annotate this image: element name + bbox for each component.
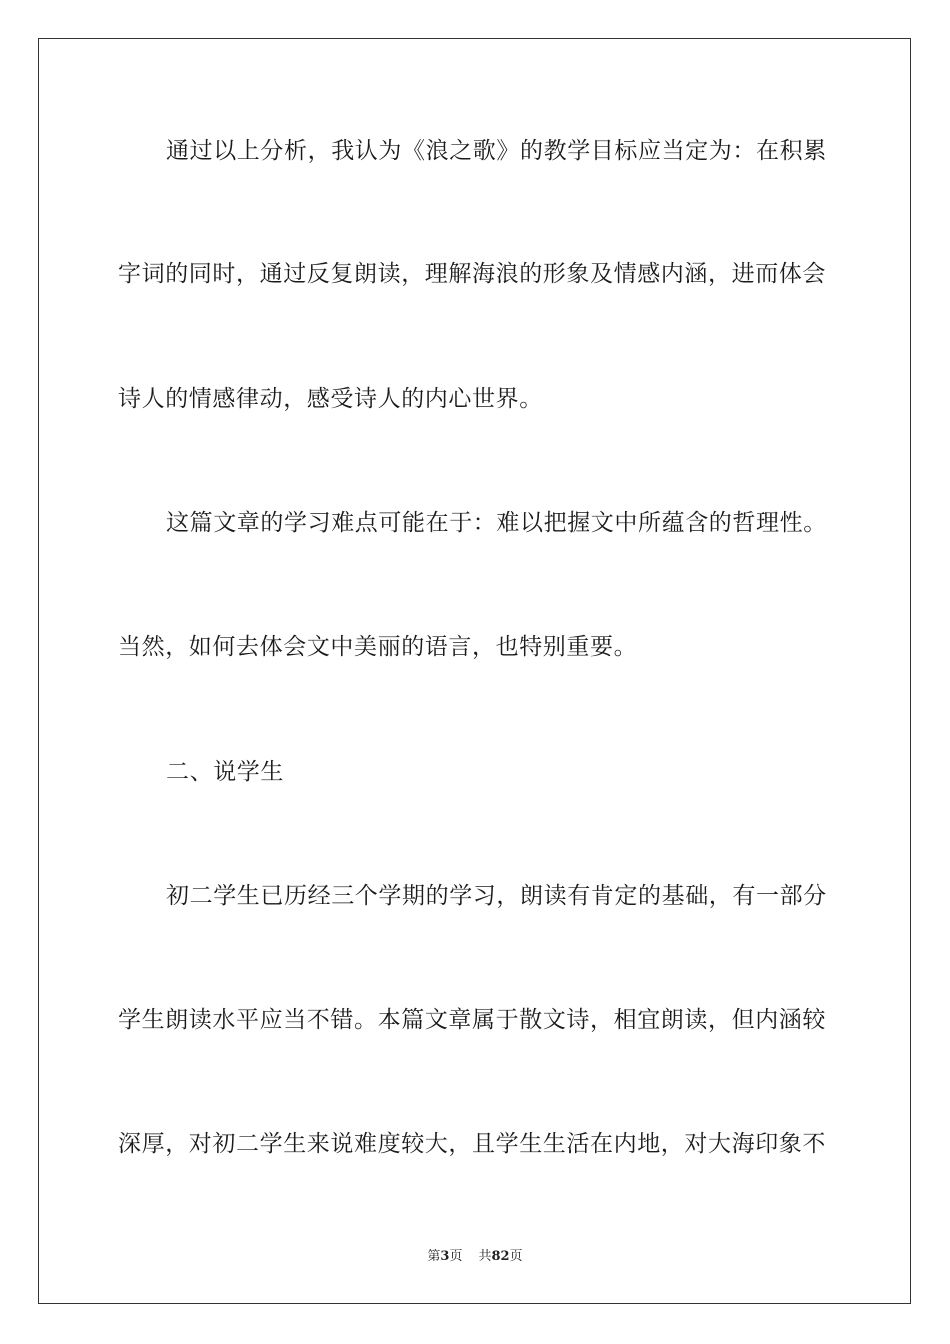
paragraph-3-line-1: 初二学生已历经三个学期的学习，朗读有肯定的基础，有一部分: [166, 883, 827, 909]
total-prefix: 共: [478, 1249, 492, 1264]
paragraph-1-line-2: 字词的同时，通过反复朗读，理解海浪的形象及情感内涵，进而体会: [118, 261, 826, 287]
paragraph-2-line-2: 当然，如何去体会文中美丽的语言，也特别重要。: [118, 634, 638, 660]
paragraph-3-line-3: 深厚，对初二学生来说难度较大，且学生生活在内地，对大海印象不: [118, 1131, 826, 1157]
paragraph-1-line-1: 通过以上分析，我认为《浪之歌》的教学目标应当定为：在积累: [166, 138, 827, 164]
paragraph-3-line-2: 学生朗读水平应当不错。本篇文章属于散文诗，相宜朗读，但内涵较: [118, 1007, 826, 1033]
section-heading: 二、说学生: [166, 759, 284, 785]
total-page-count: 82: [491, 1249, 510, 1264]
page-footer: [0, 1248, 950, 1266]
page-prefix: 第: [427, 1249, 441, 1264]
page-border: [38, 38, 911, 1304]
current-page-number: 3: [440, 1249, 450, 1264]
page-suffix: 页: [449, 1249, 463, 1264]
total-suffix: 页: [509, 1249, 523, 1264]
paragraph-2-line-1: 这篇文章的学习难点可能在于：难以把握文中所蕴含的哲理性。: [166, 510, 827, 536]
paragraph-1-line-3: 诗人的情感律动，感受诗人的内心世界。: [118, 386, 543, 412]
